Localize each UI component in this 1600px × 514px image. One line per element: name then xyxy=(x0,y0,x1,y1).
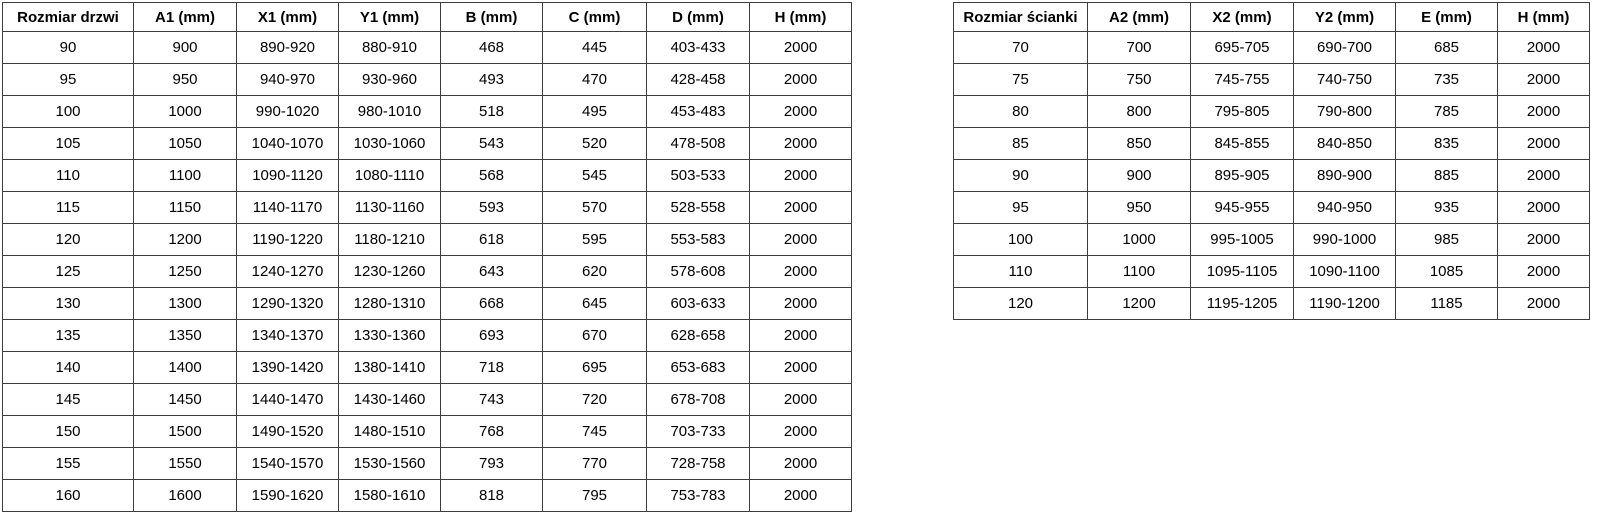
table-cell: 1490-1520 xyxy=(237,416,339,448)
table-cell: 768 xyxy=(441,416,543,448)
column-header: D (mm) xyxy=(647,3,750,32)
table-cell: 695 xyxy=(543,352,647,384)
table-cell: 140 xyxy=(3,352,134,384)
table-cell: 470 xyxy=(543,64,647,96)
wall-table-body xyxy=(954,32,1590,320)
table-cell: 2000 xyxy=(750,384,852,416)
table-cell: 2000 xyxy=(1498,224,1590,256)
table-cell: 1400 xyxy=(134,352,237,384)
table-cell: 553-583 xyxy=(647,224,750,256)
table-cell: 2000 xyxy=(750,192,852,224)
column-header: C (mm) xyxy=(543,3,647,32)
table-cell: 940-950 xyxy=(1294,192,1396,224)
door-table-body xyxy=(3,32,852,512)
column-header: B (mm) xyxy=(441,3,543,32)
column-header: A1 (mm) xyxy=(134,3,237,32)
table-cell: 1080-1110 xyxy=(339,160,441,192)
table-row xyxy=(3,224,852,256)
table-cell: 1280-1310 xyxy=(339,288,441,320)
table-row xyxy=(3,320,852,352)
table-cell: 2000 xyxy=(1498,288,1590,320)
table-cell: 735 xyxy=(1396,64,1498,96)
table-cell: 403-433 xyxy=(647,32,750,64)
table-row xyxy=(3,288,852,320)
table-cell: 2000 xyxy=(750,352,852,384)
table-cell: 1480-1510 xyxy=(339,416,441,448)
table-cell: 445 xyxy=(543,32,647,64)
wall-size-table xyxy=(953,2,1590,320)
table-cell: 1500 xyxy=(134,416,237,448)
table-cell: 990-1020 xyxy=(237,96,339,128)
table-cell: 950 xyxy=(134,64,237,96)
table-cell: 1330-1360 xyxy=(339,320,441,352)
table-cell: 1095-1105 xyxy=(1191,256,1294,288)
table-row xyxy=(3,128,852,160)
column-header: Y1 (mm) xyxy=(339,3,441,32)
table-cell: 670 xyxy=(543,320,647,352)
table-cell: 835 xyxy=(1396,128,1498,160)
table-cell: 900 xyxy=(134,32,237,64)
table-cell: 795-805 xyxy=(1191,96,1294,128)
table-cell: 100 xyxy=(3,96,134,128)
table-cell: 2000 xyxy=(750,224,852,256)
table-row xyxy=(3,448,852,480)
table-cell: 940-970 xyxy=(237,64,339,96)
column-header: E (mm) xyxy=(1396,3,1498,32)
table-cell: 1450 xyxy=(134,384,237,416)
table-row xyxy=(3,352,852,384)
table-cell: 110 xyxy=(3,160,134,192)
table-cell: 2000 xyxy=(750,96,852,128)
table-cell: 845-855 xyxy=(1191,128,1294,160)
table-cell: 2000 xyxy=(750,320,852,352)
table-cell: 700 xyxy=(1088,32,1191,64)
table-cell: 935 xyxy=(1396,192,1498,224)
table-cell: 1200 xyxy=(134,224,237,256)
table-cell: 95 xyxy=(3,64,134,96)
table-cell: 115 xyxy=(3,192,134,224)
table-cell: 155 xyxy=(3,448,134,480)
table-cell: 2000 xyxy=(750,416,852,448)
column-header: X2 (mm) xyxy=(1191,3,1294,32)
table-cell: 570 xyxy=(543,192,647,224)
table-cell: 1195-1205 xyxy=(1191,288,1294,320)
table-row xyxy=(3,96,852,128)
table-cell: 85 xyxy=(954,128,1088,160)
table-cell: 890-900 xyxy=(1294,160,1396,192)
table-cell: 1240-1270 xyxy=(237,256,339,288)
table-cell: 745 xyxy=(543,416,647,448)
table-cell: 695-705 xyxy=(1191,32,1294,64)
column-header: H (mm) xyxy=(750,3,852,32)
table-cell: 645 xyxy=(543,288,647,320)
table-cell: 718 xyxy=(441,352,543,384)
table-cell: 793 xyxy=(441,448,543,480)
table-cell: 693 xyxy=(441,320,543,352)
table-cell: 1230-1260 xyxy=(339,256,441,288)
table-cell: 1600 xyxy=(134,480,237,512)
table-cell: 105 xyxy=(3,128,134,160)
table-cell: 643 xyxy=(441,256,543,288)
table-cell: 800 xyxy=(1088,96,1191,128)
table-cell: 1200 xyxy=(1088,288,1191,320)
column-header: Y2 (mm) xyxy=(1294,3,1396,32)
table-cell: 2000 xyxy=(1498,192,1590,224)
column-header: H (mm) xyxy=(1498,3,1590,32)
table-cell: 2000 xyxy=(1498,96,1590,128)
table-cell: 2000 xyxy=(1498,160,1590,192)
table-cell: 1000 xyxy=(1088,224,1191,256)
table-cell: 743 xyxy=(441,384,543,416)
table-cell: 2000 xyxy=(750,288,852,320)
table-cell: 1130-1160 xyxy=(339,192,441,224)
table-cell: 1580-1610 xyxy=(339,480,441,512)
table-cell: 785 xyxy=(1396,96,1498,128)
table-row xyxy=(3,384,852,416)
table-cell: 628-658 xyxy=(647,320,750,352)
table-cell: 818 xyxy=(441,480,543,512)
table-cell: 1150 xyxy=(134,192,237,224)
table-cell: 720 xyxy=(543,384,647,416)
table-cell: 1380-1410 xyxy=(339,352,441,384)
table-cell: 125 xyxy=(3,256,134,288)
table-row xyxy=(954,192,1590,224)
table-cell: 750 xyxy=(1088,64,1191,96)
table-cell: 1040-1070 xyxy=(237,128,339,160)
table-row xyxy=(3,256,852,288)
table-cell: 593 xyxy=(441,192,543,224)
table-cell: 493 xyxy=(441,64,543,96)
table-cell: 528-558 xyxy=(647,192,750,224)
table-cell: 110 xyxy=(954,256,1088,288)
table-cell: 1190-1200 xyxy=(1294,288,1396,320)
table-cell: 120 xyxy=(3,224,134,256)
table-cell: 428-458 xyxy=(647,64,750,96)
table-cell: 518 xyxy=(441,96,543,128)
table-cell: 453-483 xyxy=(647,96,750,128)
table-cell: 75 xyxy=(954,64,1088,96)
table-cell: 985 xyxy=(1396,224,1498,256)
table-row xyxy=(954,256,1590,288)
table-cell: 478-508 xyxy=(647,128,750,160)
table-cell: 1350 xyxy=(134,320,237,352)
table-cell: 1180-1210 xyxy=(339,224,441,256)
table-cell: 150 xyxy=(3,416,134,448)
table-cell: 1100 xyxy=(134,160,237,192)
table-cell: 1590-1620 xyxy=(237,480,339,512)
table-cell: 160 xyxy=(3,480,134,512)
table-cell: 543 xyxy=(441,128,543,160)
column-header: X1 (mm) xyxy=(237,3,339,32)
table-cell: 90 xyxy=(954,160,1088,192)
door-size-table xyxy=(2,2,852,512)
table-row xyxy=(954,64,1590,96)
table-cell: 2000 xyxy=(1498,128,1590,160)
table-cell: 795 xyxy=(543,480,647,512)
door-table-header-row xyxy=(3,3,852,32)
table-cell: 1185 xyxy=(1396,288,1498,320)
table-cell: 568 xyxy=(441,160,543,192)
table-cell: 545 xyxy=(543,160,647,192)
table-cell: 745-755 xyxy=(1191,64,1294,96)
table-cell: 2000 xyxy=(750,256,852,288)
table-cell: 1390-1420 xyxy=(237,352,339,384)
table-row xyxy=(3,192,852,224)
table-cell: 690-700 xyxy=(1294,32,1396,64)
table-row xyxy=(954,32,1590,64)
table-cell: 90 xyxy=(3,32,134,64)
table-cell: 900 xyxy=(1088,160,1191,192)
table-cell: 1050 xyxy=(134,128,237,160)
table-cell: 895-905 xyxy=(1191,160,1294,192)
wall-table-header-row xyxy=(954,3,1590,32)
table-cell: 995-1005 xyxy=(1191,224,1294,256)
table-cell: 2000 xyxy=(1498,64,1590,96)
table-cell: 653-683 xyxy=(647,352,750,384)
table-cell: 1100 xyxy=(1088,256,1191,288)
table-cell: 1085 xyxy=(1396,256,1498,288)
table-cell: 668 xyxy=(441,288,543,320)
table-cell: 2000 xyxy=(750,160,852,192)
table-cell: 1030-1060 xyxy=(339,128,441,160)
table-cell: 603-633 xyxy=(647,288,750,320)
table-cell: 1140-1170 xyxy=(237,192,339,224)
table-cell: 1550 xyxy=(134,448,237,480)
column-header: A2 (mm) xyxy=(1088,3,1191,32)
table-cell: 145 xyxy=(3,384,134,416)
table-cell: 1530-1560 xyxy=(339,448,441,480)
table-cell: 1300 xyxy=(134,288,237,320)
table-cell: 790-800 xyxy=(1294,96,1396,128)
table-cell: 2000 xyxy=(750,448,852,480)
table-cell: 850 xyxy=(1088,128,1191,160)
table-row xyxy=(954,288,1590,320)
table-cell: 503-533 xyxy=(647,160,750,192)
table-cell: 595 xyxy=(543,224,647,256)
table-cell: 2000 xyxy=(750,32,852,64)
table-cell: 753-783 xyxy=(647,480,750,512)
table-cell: 135 xyxy=(3,320,134,352)
table-cell: 1440-1470 xyxy=(237,384,339,416)
table-cell: 2000 xyxy=(750,64,852,96)
table-cell: 620 xyxy=(543,256,647,288)
table-cell: 945-955 xyxy=(1191,192,1294,224)
table-cell: 980-1010 xyxy=(339,96,441,128)
table-cell: 70 xyxy=(954,32,1088,64)
table-cell: 1000 xyxy=(134,96,237,128)
table-cell: 120 xyxy=(954,288,1088,320)
table-row xyxy=(954,96,1590,128)
table-cell: 703-733 xyxy=(647,416,750,448)
table-cell: 1290-1320 xyxy=(237,288,339,320)
column-header: Rozmiar ścianki xyxy=(954,3,1088,32)
table-cell: 578-608 xyxy=(647,256,750,288)
table-cell: 728-758 xyxy=(647,448,750,480)
table-cell: 618 xyxy=(441,224,543,256)
table-cell: 1250 xyxy=(134,256,237,288)
table-cell: 1090-1120 xyxy=(237,160,339,192)
table-row xyxy=(3,160,852,192)
table-cell: 950 xyxy=(1088,192,1191,224)
table-row xyxy=(954,224,1590,256)
table-row xyxy=(3,480,852,512)
table-cell: 685 xyxy=(1396,32,1498,64)
table-cell: 930-960 xyxy=(339,64,441,96)
table-cell: 1430-1460 xyxy=(339,384,441,416)
table-cell: 2000 xyxy=(750,480,852,512)
table-cell: 1540-1570 xyxy=(237,448,339,480)
table-cell: 840-850 xyxy=(1294,128,1396,160)
table-cell: 100 xyxy=(954,224,1088,256)
table-cell: 1190-1220 xyxy=(237,224,339,256)
table-cell: 740-750 xyxy=(1294,64,1396,96)
table-cell: 520 xyxy=(543,128,647,160)
table-cell: 678-708 xyxy=(647,384,750,416)
table-row xyxy=(954,160,1590,192)
table-cell: 495 xyxy=(543,96,647,128)
table-cell: 468 xyxy=(441,32,543,64)
column-header: Rozmiar drzwi xyxy=(3,3,134,32)
table-cell: 990-1000 xyxy=(1294,224,1396,256)
table-cell: 2000 xyxy=(1498,256,1590,288)
table-cell: 2000 xyxy=(1498,32,1590,64)
table-cell: 890-920 xyxy=(237,32,339,64)
table-cell: 95 xyxy=(954,192,1088,224)
table-row xyxy=(3,416,852,448)
table-cell: 770 xyxy=(543,448,647,480)
table-cell: 2000 xyxy=(750,128,852,160)
table-cell: 885 xyxy=(1396,160,1498,192)
table-cell: 80 xyxy=(954,96,1088,128)
table-cell: 130 xyxy=(3,288,134,320)
table-row xyxy=(954,128,1590,160)
table-row xyxy=(3,64,852,96)
table-cell: 880-910 xyxy=(339,32,441,64)
table-row xyxy=(3,32,852,64)
table-cell: 1340-1370 xyxy=(237,320,339,352)
table-cell: 1090-1100 xyxy=(1294,256,1396,288)
